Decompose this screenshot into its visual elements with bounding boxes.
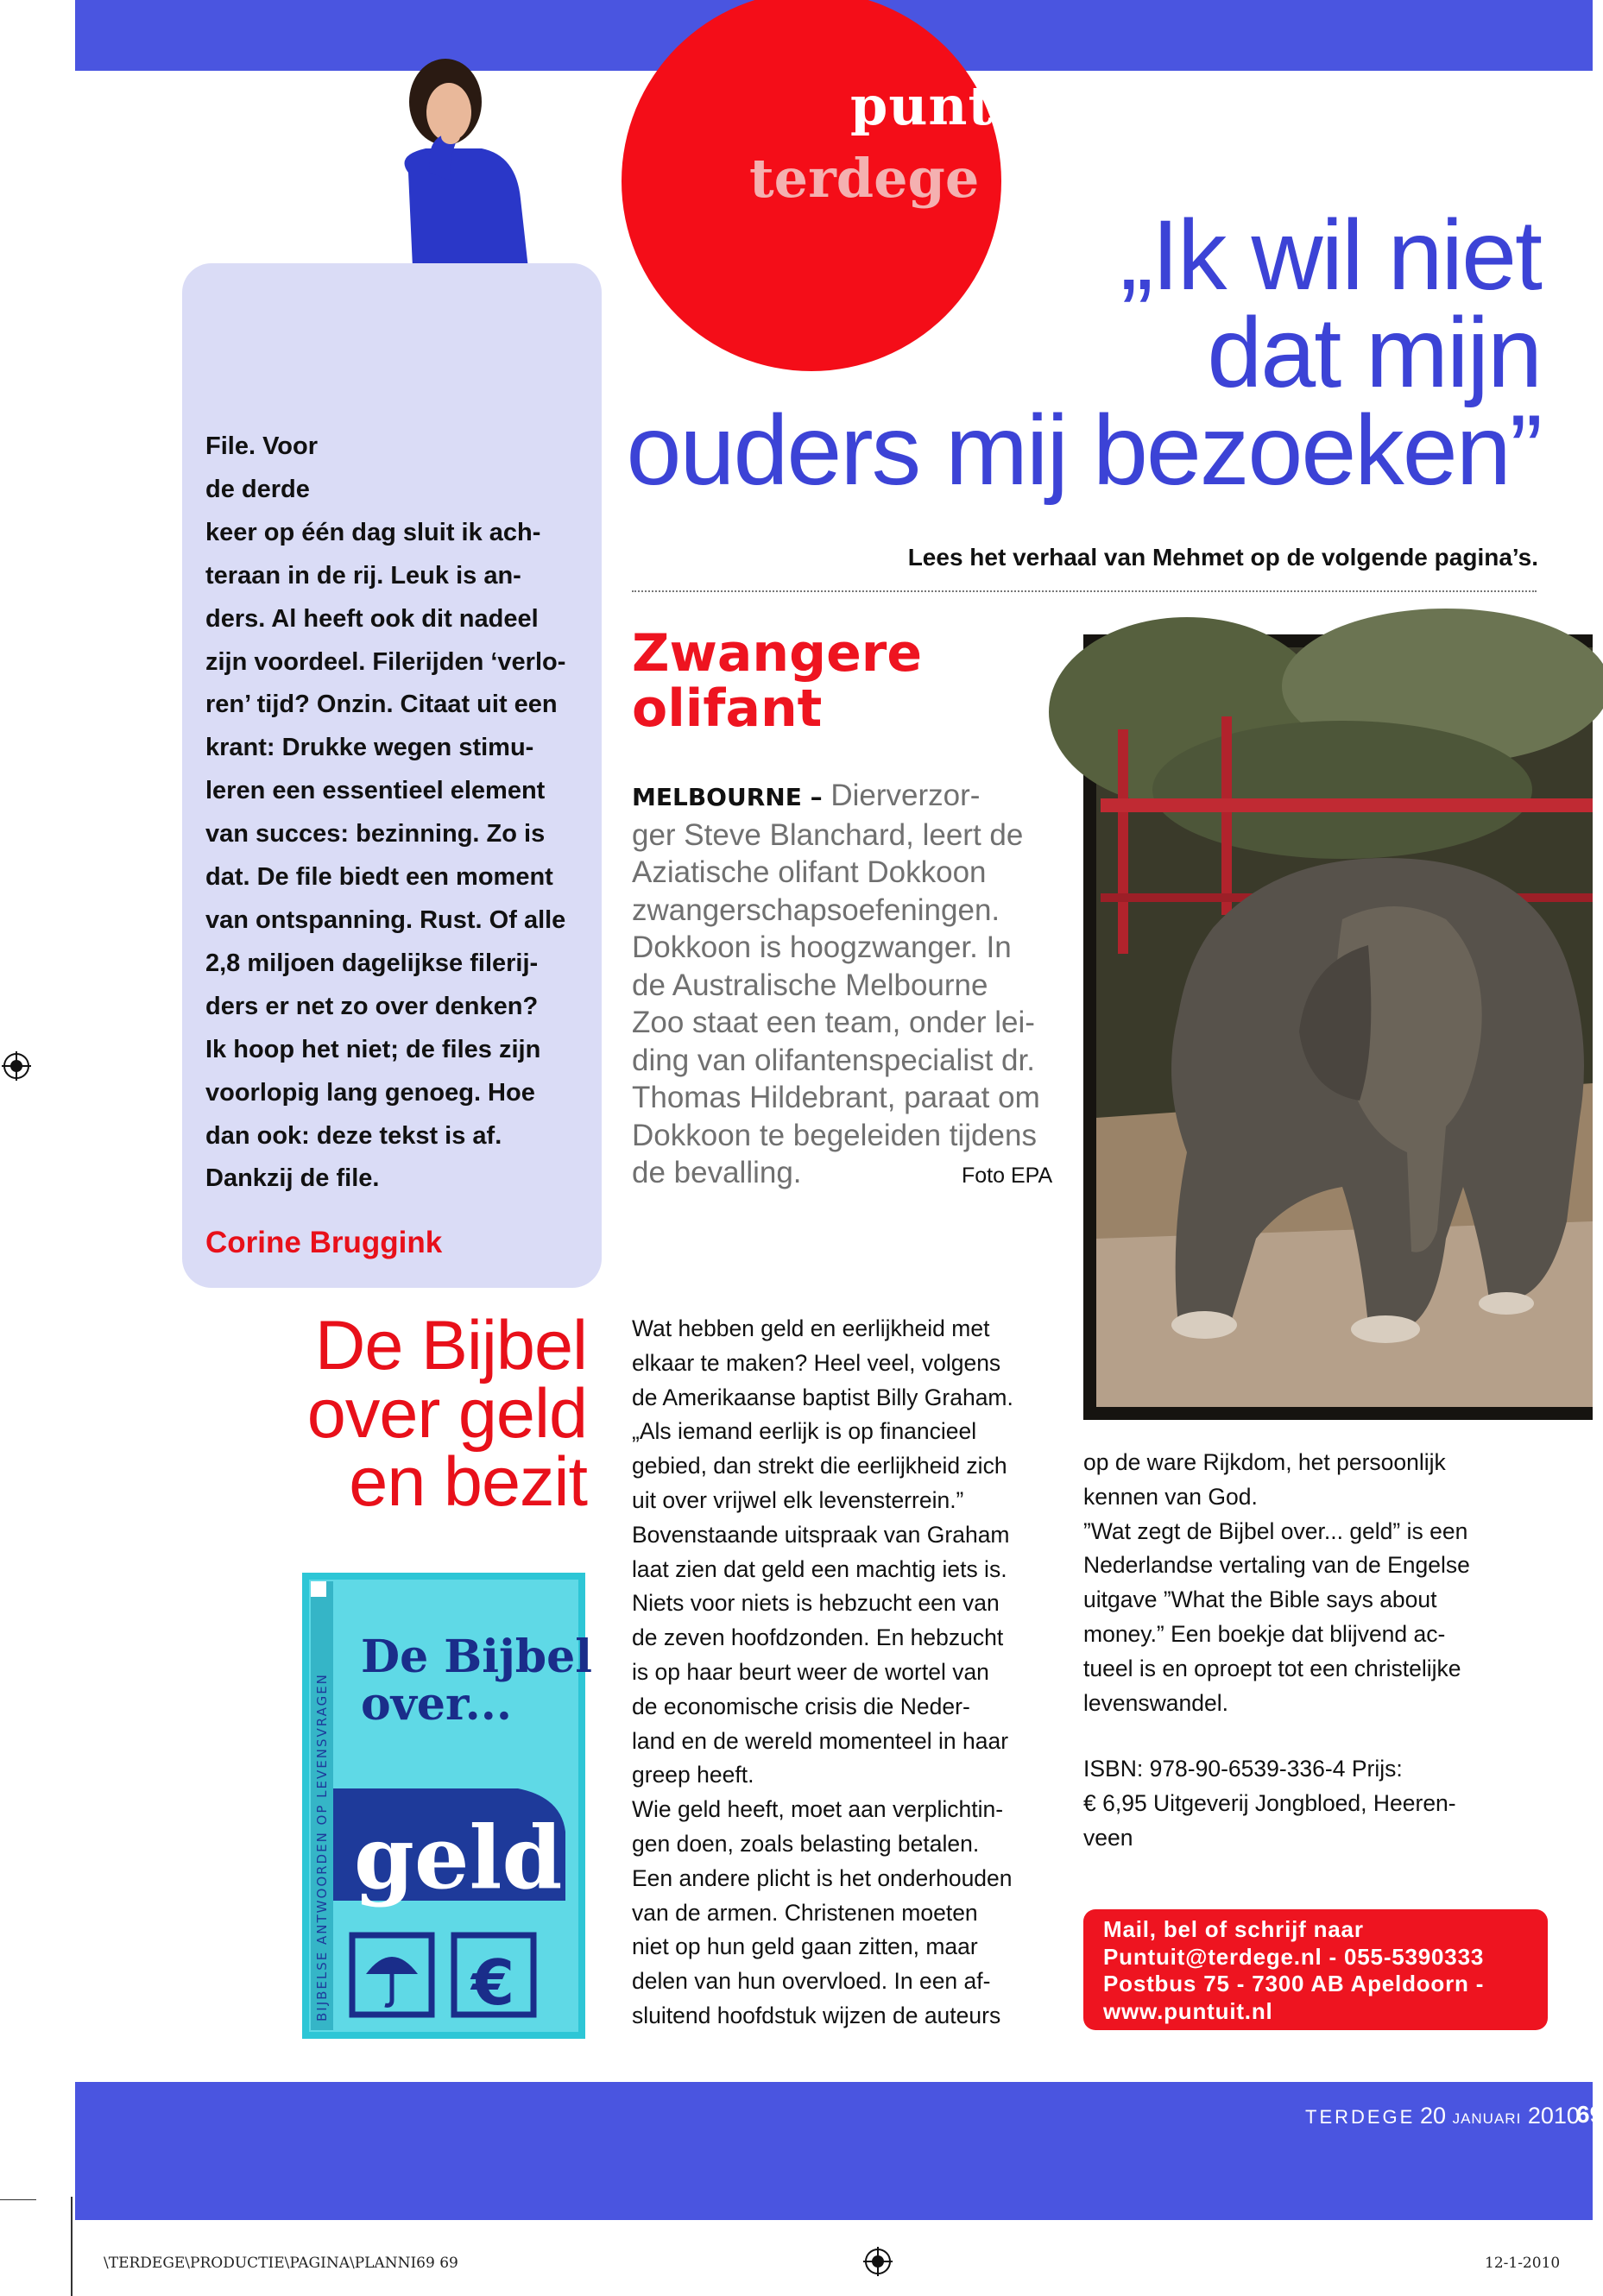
footer-month: JANUARI [1452,2110,1522,2127]
registration-mark-icon [863,2247,893,2276]
crop-mark [0,2199,36,2200]
brand-puntuit: puntuit [850,74,1081,137]
cover-word: geld [354,1807,563,1908]
registration-mark-icon [2,1051,31,1081]
column-text: File. Voor de derde keer op één dag sluit ik ach- teraan in de rij. Leuk is an- ders. Al heeft ook dit nadeel zijn voordeel. Filerijden ‘verlo- ren’ tijd? Onzin. Citaat uit een krant: Drukke wegen stimu- leren een essentieel element van succes: bezinning. Zo is dat. De file biedt een moment van ontspanning. Rust. Of alle 2,8 miljoen dagelijkse filerij- ders er net zo over denken? Ik hoop het niet; de files zijn voorlopig lang genoeg. Hoe dan ook: deze tekst is af. Dankzij de file. [205,432,566,1193]
crop-mark [71,2197,73,2296]
elephant-photo [1083,634,1593,1420]
headline-line-2: dat mijn [1207,298,1541,408]
cover-title-1: De Bijbel [361,1631,592,1683]
footer-brand: TERDEGE [1305,2106,1416,2128]
news-text: Dierverzor- ger Steve Blanchard, leert de Aziatische olifant Dokkoon zwangerschapsoefeningen. Dokkoon is hoogzwanger. In de Australische Melbourne Zoo staat een team, onder lei- ding van olifantenspecialist dr. Thomas Hildebrant, paraat om Dokkoon te begeleiden tijdens de bevalling. [632,779,1040,1189]
cover-spine-text: BIJBELSE ANTWOORDEN OP LEVENSVRAGEN [314,1673,330,2022]
news-title [632,623,923,739]
headline-line-1: „Ik wil niet [1120,200,1541,311]
news-title-line-2: olifant [632,678,823,739]
news-title-line-1: Zwangere [632,623,923,684]
column-author: Corine Bruggink [205,1226,443,1259]
footer-date [1420,2103,1580,2129]
article-column-1: Wat hebben geld en eerlijkheid met elkaar te maken? Heel veel, volgens de Amerikaanse baptist Billy Graham. „Als iemand eerlijk is op financieel gebied, dan strekt die eerlijkheid zich uit over vrijwel elk levensterrein.” Bovenstaande uitspraak van Graham laat zien dat geld een machtig iets is. Niets voor niets is hebzucht een van de zeven hoofdzonden. En hebzucht is op haar beurt weer de wortel van de economische crisis die Neder- land en de wereld momenteel in haar greep heeft. Wie geld heeft, moet aan verplichtin- gen doen, zoals belasting betalen. Een andere plicht is het onderhouden van de armen. Christenen moeten niet op hun geld gaan zitten, maar delen van hun overvloed. In een af- sluitend hoofdstuk wijzen de auteurs [632,1315,1013,2028]
bible-heading-line-3: en bezit [349,1443,587,1521]
bottom-color-bar [75,2082,1593,2220]
euro-icon: € [471,1946,515,2019]
footer-day: 20 [1420,2103,1447,2129]
bible-heading [259,1307,587,1521]
news-body [632,777,1070,1192]
print-slug-path: \TERDEGE\PRODUCTIE\PAGINA\PLANNI69 69 [104,2255,458,2272]
headline-teaser: Lees het verhaal van Mehmet op de volgende pagina’s. [907,544,1538,571]
book-details: ISBN: 978-90-6539-336-4 Prijs: € 6,95 Uitgeverij Jongbloed, Heeren- veen [1083,1756,1456,1851]
brand-terdege: terdege [749,147,980,210]
book-cover [302,1573,592,2039]
contact-text[interactable]: Mail, bel of schrijf naar Puntuit@terdege.nl - 055-5390333 Postbus 75 - 7300 AB Apeldoorn - www.puntuit.nl [1103,1916,1485,2024]
headline-line-3: ouders mij bezoeken” [626,395,1541,506]
footer-year: 2010 [1527,2103,1580,2129]
bible-heading-line-2: over geld [306,1375,587,1453]
page-number: 69 [1576,2101,1603,2128]
photo-credit: Foto EPA [962,1164,1053,1188]
article-column-2: op de ware Rijkdom, het persoonlijk kennen van God. ”Wat zegt de Bijbel over... geld” is een Nederlandse vertaling van de Engelse uitgave ”What the Bible says about money.” Een boekje dat blijvend ac- tueel is en oproept tot een christelijke levenswandel. [1083,1449,1470,1716]
news-dateline: MELBOURNE – [632,783,823,811]
headline-quote [604,200,1541,506]
print-slug-date: 12-1-2010 [1485,2255,1561,2272]
cover-title-2: over... [361,1678,512,1731]
dotted-divider [632,590,1537,592]
bible-heading-line-1: De Bijbel [314,1307,587,1385]
